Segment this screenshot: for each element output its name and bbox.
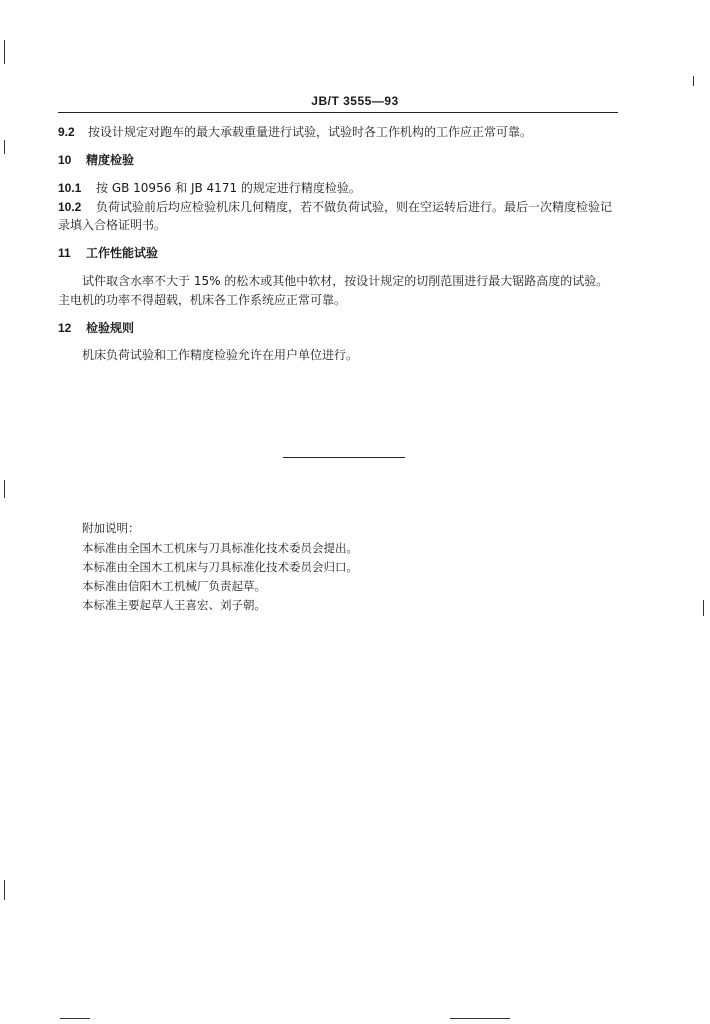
header-rule (58, 112, 618, 113)
section-11-heading (58, 245, 158, 261)
standard-code: JB/T 3555—93 (311, 94, 399, 108)
clause-number: 10.1 (58, 181, 82, 195)
section-title: 检验规则 (86, 321, 135, 335)
notes-line: 本标准由全国木工机床与刀具标准化技术委员会提出。 (82, 541, 358, 555)
clause-9-2 (58, 124, 532, 140)
notes-line: 本标准由信阳木工机械厂负责起草。 (82, 579, 266, 593)
clause-number: 9.2 (58, 125, 75, 139)
section-12-heading (58, 320, 134, 336)
section-number: 11 (58, 246, 71, 260)
notes-line: 本标准主要起草人王喜宏、刘子朝。 (82, 598, 266, 612)
clause-text: 按设计规定对跑车的最大承载重量进行试验，试验时各工作机构的工作应正常可靠。 (88, 125, 533, 139)
scan-artifact (703, 600, 704, 616)
section-number: 12 (58, 321, 72, 335)
section-title: 工作性能试验 (86, 246, 159, 260)
section-number: 10 (58, 153, 72, 167)
end-divider (283, 457, 405, 458)
notes-line: 本标准由全国木工机床与刀具标准化技术委员会归口。 (82, 560, 358, 574)
clause-10-2 (58, 199, 612, 215)
clause-10-1 (58, 180, 361, 196)
scan-artifact (4, 40, 5, 64)
scan-artifact (4, 480, 5, 498)
scan-artifact (60, 1018, 90, 1019)
scan-artifact (4, 880, 5, 900)
section-10-heading (58, 152, 134, 168)
section-11-paragraph-line1: 试件取含水率不大于 15% 的松木或其他中软材，按设计规定的切削范围进行最大锯路高度的试验。 (82, 274, 609, 288)
section-title: 精度检验 (86, 153, 135, 167)
clause-text: 按 GB 10956 和 JB 4171 的规定进行精度检验。 (96, 181, 361, 195)
scan-artifact (693, 76, 694, 86)
scan-artifact (4, 140, 5, 154)
section-11-paragraph-line2: 主电机的功率不得超载，机床各工作系统应正常可靠。 (58, 293, 347, 307)
clause-10-2-continuation: 录填入合格证明书。 (58, 218, 167, 232)
notes-title: 附加说明： (82, 521, 140, 535)
scan-artifact (450, 1018, 510, 1019)
clause-number: 10.2 (58, 200, 82, 214)
clause-text-line1: 负荷试验前后均应检验机床几何精度，若不做负荷试验，则在空运转后进行。最后一次精度检验记 (96, 200, 613, 214)
section-12-paragraph: 机床负荷试验和工作精度检验允许在用户单位进行。 (82, 348, 359, 362)
